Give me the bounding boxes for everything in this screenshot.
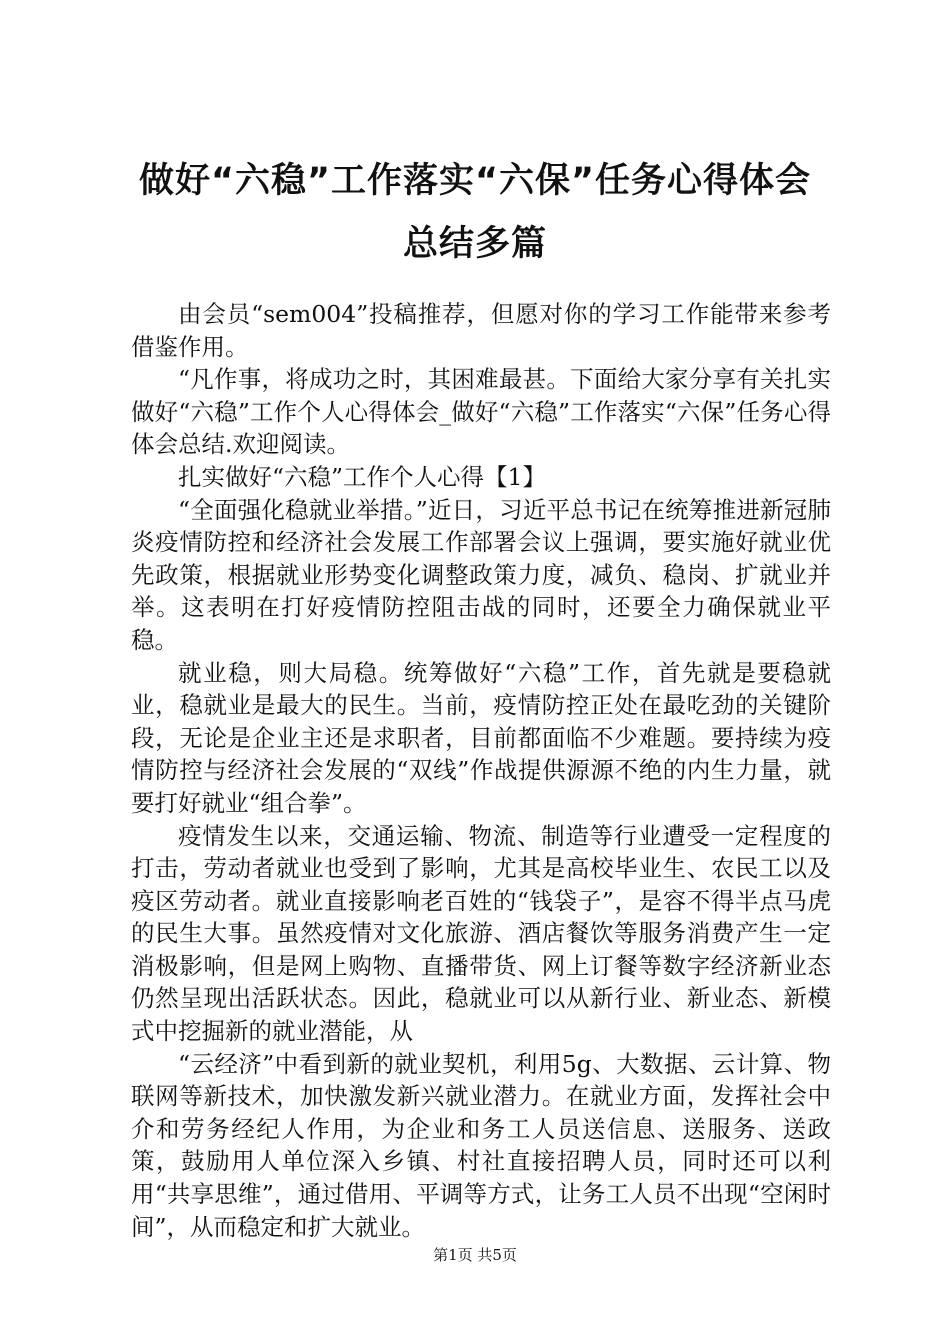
paragraph: “全面强化稳就业举措。”近日，习近平总书记在统筹推进新冠肺炎疫情防控和经济社会发展工作部署会议上强调，要实施好就业优先政策，根据就业形势变化调整政策力度，减负、稳岗、扩就业并举。这表明在打好疫情防控阻击战的同时，还要全力确保就业平稳。 <box>131 495 831 654</box>
paragraph-intro: “凡作事，将成功之时，其困难最甚。下面给大家分享有关扎实做好“六稳”工作个人心得体会_做好“六稳”工作落实“六保”任务心得体会总结.欢迎阅读。 <box>131 365 831 459</box>
paragraph: 疫情发生以来，交通运输、物流、制造等行业遭受一定程度的打击，劳动者就业也受到了影响，尤其是高校毕业生、农民工以及疫区劳动者。就业直接影响老百姓的“钱袋子”，是容不得半点马虎的民生大事。虽然疫情对文化旅游、酒店餐饮等服务消费产生一定消极影响，但是网上购物、直播带货、网上订餐等数字经济新业态仍然呈现出活跃状态。因此，稳就业可以从新行业、新业态、新模式中挖掘新的就业潜能，从 <box>131 821 831 1046</box>
paragraph: 就业稳，则大局稳。统筹做好“六稳”工作，首先就是要稳就业，稳就业是最大的民生。当前，疫情防控正处在最吃劲的关键阶段，无论是企业主还是求职者，目前都面临不少难题。要持续为疫情防控与经济社会发展的“双线”作战提供源源不绝的内生力量，就要打好就业“组合拳”。 <box>131 658 831 817</box>
paragraph: “云经济”中看到新的就业契机，利用5g、大数据、云计算、物联网等新技术，加快激发新兴就业潜力。在就业方面，发挥社会中介和劳务经纪人作用，为企业和务工人员送信息、送服务、送政策，鼓励用人单位深入乡镇、村社直接招聘人员，同时还可以利用“共享思维”，通过借用、平调等方式，让务工人员不出现“空闲时间”，从而稳定和扩大就业。 <box>131 1049 831 1241</box>
page-number-footer: 第1页 共5页 <box>433 1246 517 1264</box>
document-body <box>131 298 831 1243</box>
document-title-line-2: 总结多篇 <box>402 224 547 264</box>
section-heading: 扎实做好“六稳”工作个人心得【1】 <box>178 462 546 491</box>
document-title-line-1: 做好“六稳”工作落实“六保”任务心得体会 <box>138 161 811 201</box>
paragraph-contributor-note: 由会员“sem004”投稿推荐，但愿对你的学习工作能带来参考借鉴作用。 <box>131 300 831 361</box>
